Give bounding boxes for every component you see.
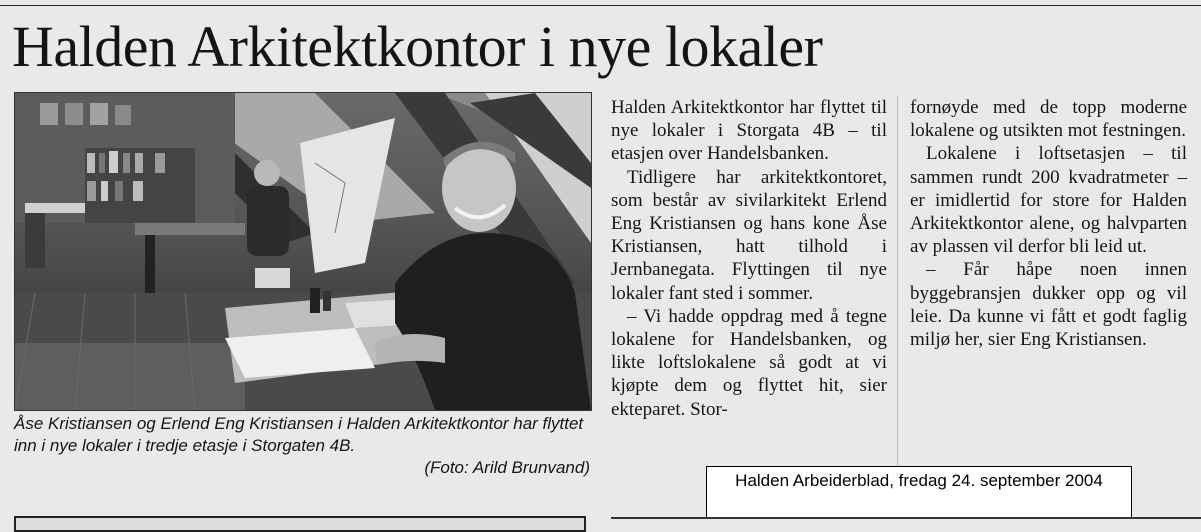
top-rule — [0, 5, 1201, 6]
photo-caption — [14, 413, 590, 479]
article-photo — [14, 92, 592, 411]
column-divider — [897, 96, 898, 466]
paragraph: Lokalene i loftsetasjen – til sammen rundt 200 kvadratmeter – er imidlertid for store for Halden Arkitektkontor alene, og halvparten av plassen vil derfor bli leid ut. — [910, 143, 1187, 258]
next-article-box — [14, 516, 586, 532]
headline: Halden Arkitektkontor i nye lokaler — [12, 14, 823, 79]
paragraph: – Vi hadde oppdrag med å tegne lokalene for Handelsbanken, og likte loftslokalene så godt at vi kjøpte dem og flyttet hit, sier ekteparet. Stor- — [611, 305, 887, 420]
paragraph: fornøyde med de topp moderne lokalene og utsikten mot festningen. — [910, 97, 1187, 142]
paragraph: Tidligere har arkitektkontoret, som består av sivilarkitekt Erlend Eng Kristiansen og hans kone Åse Kristiansen, hatt tilhold i Jernbanegata. Flyttingen til nye lokaler fant sted i sommer. — [611, 166, 887, 304]
caption-text: Åse Kristiansen og Erlend Eng Kristiansen i Halden Arkitektkontor har flyttet inn i nye lokaler i tredje etasje i Storgaten 4B. — [14, 414, 584, 455]
paragraph: – Får håpe noen innen byggebransjen dukker opp og vil leie. Da kunne vi fått et godt faglig miljø her, sier Eng Kristiansen. — [910, 259, 1187, 351]
bottom-rule — [611, 517, 1201, 519]
article-column-1 — [611, 96, 887, 421]
photo-credit: (Foto: Arild Brunvand) — [424, 458, 590, 477]
paragraph: Halden Arkitektkontor har flyttet til nye lokaler i Storgata 4B – til etasjen over Handelsbanken. — [611, 97, 887, 165]
source-label: Halden Arbeiderblad, fredag 24. september 2004 — [706, 466, 1132, 518]
article-column-2 — [910, 96, 1187, 351]
photo-illustration — [15, 93, 591, 410]
